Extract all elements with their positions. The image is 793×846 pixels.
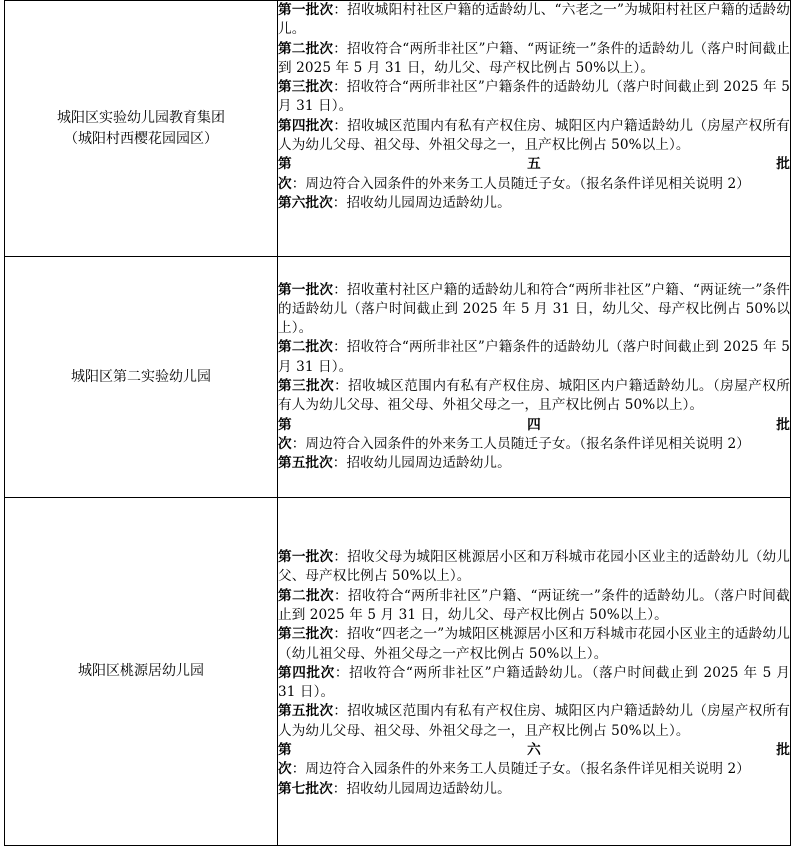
batch-text: ：招收董村社区户籍的适龄幼儿和符合“两所非社区”户籍、“两证统一”条件的适龄幼儿（落户时间截止到 2025 年 5 月 31 日，幼儿父、母产权比例占 50%以上）。 (278, 281, 790, 337)
batch-item (278, 40, 790, 79)
school-name-cell (5, 1, 278, 257)
table-row (5, 498, 791, 846)
batch-text: ：招收幼儿园周边适龄幼儿。 (332, 780, 511, 797)
batch-item (278, 377, 790, 416)
batch-text: ：招收城阳村社区户籍的适龄幼儿、“六老之一”为城阳村社区户籍的适龄幼儿。 (278, 2, 790, 38)
batch-item (278, 117, 790, 156)
batch-label: 第二批次 (278, 339, 334, 356)
batch-item (278, 702, 790, 741)
batch-item (278, 548, 790, 587)
batch-item (278, 281, 790, 339)
batch-label: 第六批次 (278, 194, 333, 211)
table-row (5, 1, 791, 257)
table-row (5, 257, 791, 498)
batch-item (278, 338, 790, 377)
batch-text: ：招收城区范围内有私有产权住房、城阳区内户籍适龄幼儿（房屋产权所有人为幼儿父母、祖父母、外祖父母之一，且产权比例占 50%以上）。 (278, 117, 790, 154)
batch-text: ：周边符合入园条件的外来务工人员随迁子女。（报名条件详见相关说明 2） (291, 175, 750, 192)
batch-label: 第二批次 (278, 40, 334, 57)
batch-item (278, 741, 790, 780)
batch-text: ：招收父母为城阳区桃源居小区和万科城市花园小区业主的适龄幼儿（幼儿父、母产权比例占 50%以上）。 (278, 549, 790, 585)
school-name-line: （城阳村西樱花园园区） (64, 130, 218, 147)
batch-text: ：招收符合“两所非社区”户籍适龄幼儿。（落户时间截止到 2025 年 5 月 31 日）。 (278, 664, 790, 701)
batch-item (278, 664, 790, 703)
school-name-line: 城阳区第二实验幼儿园 (71, 368, 211, 385)
batch-item (278, 454, 790, 473)
batch-item (278, 780, 790, 799)
school-name-line: 城阳区实验幼儿园教育集团 (57, 109, 225, 126)
batch-label: 第五批次 (278, 703, 334, 720)
batch-label: 第一批次 (278, 549, 334, 566)
batch-text: ：招收城区范围内有私有产权住房、城阳区内户籍适龄幼儿。（房屋产权所有人为幼儿父母、祖父母、外祖父母之一，且产权比例占 50%以上）。 (278, 378, 790, 414)
batch-list-cell (278, 1, 791, 257)
batch-label: 第四批次 (278, 117, 334, 134)
batch-item (278, 587, 790, 626)
batch-label: 第五批次 (278, 156, 790, 192)
batch-label: 第六批次 (278, 742, 790, 778)
batch-list-cell (278, 257, 791, 498)
batch-text: ：招收符合“两所非社区”户籍条件的适龄幼儿（落户时间截止到 2025 年 5 月 31 日）。 (278, 79, 791, 115)
batch-text: ：招收幼儿园周边适龄幼儿。 (332, 194, 511, 211)
school-name-cell (5, 257, 278, 498)
batch-text: ：招收符合“两所非社区”户籍、“两证统一”条件的适龄幼儿（落户时间截止到 2025 年 5 月 31 日，幼儿父、母产权比例占 50%以上）。 (278, 40, 790, 76)
batch-label: 第三批次 (278, 378, 335, 394)
batch-label: 第四批次 (278, 416, 790, 452)
batch-label: 第五批次 (278, 455, 333, 472)
batch-text: ：招收符合“两所非社区”户籍、“两证统一”条件的适龄幼儿。（落户时间截止到 2025 年 5 月 31 日，幼儿父、母产权比例占 50%以上）。 (278, 587, 790, 623)
batch-item (278, 194, 790, 213)
batch-item (278, 78, 790, 117)
batch-text: ：招收“四老之一”为城阳区桃源居小区和万科城市花园小区业主的适龄幼儿（幼儿祖父母、外祖父母之一产权比例占 50%以上）。 (278, 626, 790, 662)
batch-label: 第三批次 (278, 626, 334, 643)
batch-label: 第四批次 (278, 664, 335, 681)
school-name-line: 城阳区桃源居幼儿园 (78, 663, 204, 679)
school-name-cell (5, 498, 278, 846)
batch-text: ：周边符合入园条件的外来务工人员随迁子女。（报名条件详见相关说明 2） (291, 435, 750, 452)
batch-label: 第一批次 (278, 281, 334, 298)
batch-text: ：周边符合入园条件的外来务工人员随迁子女。（报名条件详见相关说明 2） (291, 761, 750, 778)
batch-item (278, 625, 790, 664)
batch-list-cell (278, 498, 791, 846)
batch-label: 第一批次 (278, 2, 334, 18)
batch-item (278, 416, 790, 455)
batch-text: ：招收幼儿园周边适龄幼儿。 (332, 455, 511, 472)
batch-item (278, 1, 790, 40)
admission-table (4, 0, 791, 846)
batch-label: 第三批次 (278, 79, 334, 96)
batch-label: 第七批次 (278, 780, 333, 797)
batch-text: ：招收城区范围内有私有产权住房、城阳区内户籍适龄幼儿（房屋产权所有人为幼儿父母、祖父母、外祖父母之一，且产权比例占 50%以上）。 (278, 703, 790, 739)
batch-item (278, 155, 790, 194)
batch-label: 第二批次 (278, 587, 334, 604)
batch-text: ：招收符合“两所非社区”户籍条件的适龄幼儿（落户时间截止到 2025 年 5 月 31 日）。 (278, 339, 791, 375)
